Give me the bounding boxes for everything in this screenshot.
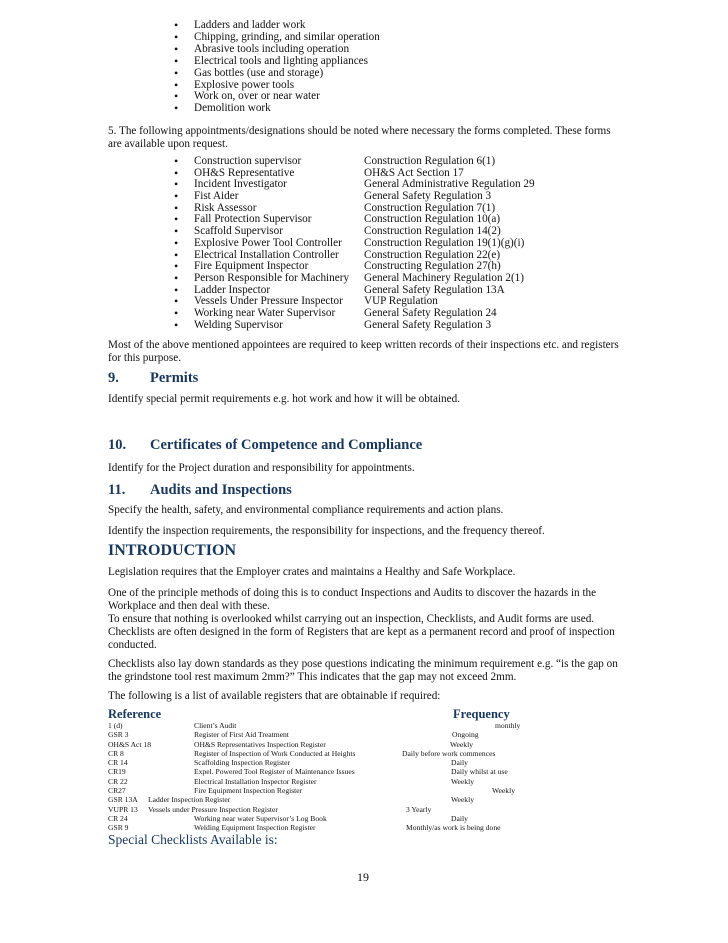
appointment-regulation: General Safety Regulation 24: [364, 306, 497, 319]
register-description: Client’s Audit: [194, 721, 237, 730]
section-number: 9.: [108, 370, 119, 386]
register-ref: VUPR 13: [108, 804, 138, 814]
section-number: 10.: [108, 437, 127, 453]
section-heading-certificates: [108, 437, 422, 454]
appointment-role: Ladder Inspector: [194, 283, 271, 296]
appointment-role: Explosive Power Tool Controller: [194, 236, 342, 249]
register-frequency: 3 Yearly: [406, 804, 432, 814]
appointment-regulation: General Machinery Regulation 2(1): [364, 271, 524, 284]
register-ref: CR 8: [108, 748, 124, 758]
register-description: Ladder Inspection Register: [148, 795, 231, 805]
list-item: • Demolition work: [176, 103, 380, 115]
introduction-heading: INTRODUCTION: [108, 542, 237, 559]
section-title: Certificates of Competence and Compliance: [150, 437, 423, 453]
register-frequency: Weekly: [492, 786, 516, 796]
frequency-column-header: Frequency: [453, 707, 510, 721]
appointment-regulation: General Safety Regulation 3: [364, 190, 492, 203]
appointment-role: Working near Water Supervisor: [194, 306, 336, 319]
register-frequency: Daily whilst at use: [451, 767, 508, 777]
appointment-role: Person Responsible for Machinery: [194, 271, 350, 284]
register-frequency: Weekly: [451, 795, 475, 805]
table-row: [108, 740, 628, 749]
audits-paragraph-1: Specify the health, safety, and environmental compliance requirements and action plans.: [108, 504, 504, 516]
appointment-role: Vessels Under Pressure Inspector: [194, 295, 343, 308]
appointment-role: Fire Equipment Inspector: [194, 260, 309, 273]
appointment-regulation: Constructing Regulation 27(h): [364, 260, 501, 273]
register-ref: OH&S Act 18: [108, 739, 152, 749]
appointment-regulation: Construction Regulation 22(e): [364, 248, 501, 261]
appointment-role: Risk Assessor: [194, 201, 257, 214]
table-row: [108, 795, 628, 804]
register-description: OH&S Representatives Inspection Register: [194, 739, 326, 749]
appointment-role: Scaffold Supervisor: [194, 225, 283, 238]
appointment-regulation: General Safety Regulation 3: [364, 318, 492, 331]
appointment-regulation: Construction Regulation 10(a): [364, 213, 501, 226]
reference-column-header: Reference: [108, 707, 162, 721]
intro-paragraph-3: To ensure that nothing is overlooked whilst carrying out an inspection, Checklists, and Audit forms are used. Checklists are often designed in the form of Registers that are kept as a permanent record and proof of inspection conducted.: [108, 613, 615, 652]
hazard-bullet-list: [176, 20, 380, 115]
table-row: [108, 758, 628, 767]
register-frequency: Weekly: [451, 776, 475, 786]
section-heading-permits: [108, 370, 198, 387]
register-description: Working near water Supervisor’s Log Book: [194, 813, 327, 823]
list-item: • Chipping, grinding, and similar operation: [176, 32, 380, 44]
appointments-intro-paragraph: 5. The following appointments/designations should be noted where necessary the forms completed. These forms are available upon request.: [108, 125, 611, 151]
list-item: • Work on, over or near water: [176, 91, 380, 103]
list-item: • Electrical tools and lighting appliances: [176, 56, 380, 68]
section-number: 11.: [108, 482, 126, 498]
appointment-role: Incident Investigator: [194, 178, 287, 191]
records-paragraph: Most of the above mentioned appointees are required to keep written records of their inspections etc. and registers for this purpose.: [108, 339, 619, 365]
appointment-role: Welding Supervisor: [194, 318, 283, 331]
appointment-regulation: Construction Regulation 14(2): [364, 225, 501, 238]
register-ref: CR 14: [108, 758, 128, 768]
appointment-regulation: OH&S Act Section 17: [364, 166, 464, 179]
register-ref: GSR 9: [108, 823, 129, 833]
register-frequency: Daily: [451, 758, 468, 768]
permits-paragraph: Identify special permit requirements e.g. hot work and how it will be obtained.: [108, 393, 461, 405]
register-description: Expel. Powered Tool Register of Maintenance Issues: [194, 767, 355, 777]
list-item: • Gas bottles (use and storage): [176, 68, 380, 80]
appointment-role: Construction supervisor: [194, 155, 302, 167]
appointment-role: OH&S Representative: [194, 166, 295, 179]
certificates-paragraph: Identify for the Project duration and responsibility for appointments.: [108, 462, 415, 474]
appointment-regulation: General Safety Regulation 13A: [364, 283, 505, 296]
register-frequency: Monthly/as work is being done: [406, 823, 501, 833]
list-item: [176, 318, 492, 332]
register-description: Fire Equipment Inspection Register: [194, 786, 303, 796]
register-ref: CR 24: [108, 813, 128, 823]
appointment-role: Fall Protection Supervisor: [194, 213, 312, 226]
register-ref: CR19: [108, 767, 126, 777]
register-frequency: monthly: [495, 721, 521, 730]
section-heading-audits: [108, 482, 292, 499]
appointment-regulation: Construction Regulation 6(1): [364, 155, 496, 167]
list-item: • Explosive power tools: [176, 80, 380, 92]
table-row: [108, 721, 628, 730]
register-frequency: Daily: [451, 813, 468, 823]
register-description: Vessels under Pressure Inspection Register: [148, 804, 278, 814]
list-item: • Abrasive tools including operation: [176, 44, 380, 56]
register-frequency: Weekly: [450, 739, 474, 749]
appointment-role: Fist Aider: [194, 190, 239, 203]
register-description: Electrical Installation Inspector Register: [194, 776, 317, 786]
register-ref: CR 22: [108, 776, 128, 786]
table-row: [108, 777, 628, 786]
intro-paragraph-1: Legislation requires that the Employer crates and maintains a Healthy and Safe Workplace.: [108, 566, 516, 578]
table-row: [108, 767, 628, 776]
register-description: Scaffolding Inspection Register: [194, 758, 291, 768]
register-ref: CR27: [108, 786, 126, 796]
appointment-regulation: Construction Regulation 7(1): [364, 201, 496, 214]
register-ref: GSR 3: [108, 730, 129, 740]
intro-paragraph-5: The following is a list of available registers that are obtainable if required:: [108, 690, 441, 702]
audits-paragraph-2: Identify the inspection requirements, the responsibility for inspections, and the frequency thereof.: [108, 525, 545, 537]
table-row: [108, 805, 628, 814]
register-description: Welding Equipment Inspection Register: [194, 823, 316, 833]
register-frequency: Daily before work commences: [402, 748, 496, 758]
section-title: Permits: [150, 370, 199, 386]
table-row: [108, 814, 628, 823]
register-description: Register of First Aid Treatment: [194, 730, 289, 740]
table-row: [108, 786, 628, 795]
table-row: [108, 749, 628, 758]
intro-paragraph-4: Checklists also lay down standards as they pose questions indicating the minimum requirement e.g. “is the gap on the grindstone tool rest maximum 2mm?” This indicates that the gap may not exceed 2mm.: [108, 658, 618, 684]
appointment-regulation: General Administrative Regulation 29: [364, 178, 535, 191]
special-checklists-heading: Special Checklists Available is:: [108, 832, 278, 847]
section-title: Audits and Inspections: [150, 482, 292, 498]
table-row: [108, 730, 628, 739]
register-table: [108, 721, 628, 833]
appointment-regulation: Construction Regulation 19(1)(g)(i): [364, 236, 525, 249]
intro-paragraph-2: One of the principle methods of doing this is to conduct Inspections and Audits to discover the hazards in the Workplace and then deal with these.: [108, 587, 597, 613]
page-number: 19: [357, 870, 369, 884]
list-item: • Ladders and ladder work: [176, 20, 380, 32]
register-description: Register of Inspection of Work Conducted at Heights: [194, 748, 356, 758]
register-table-header: [108, 707, 628, 722]
appointments-list: [176, 155, 535, 331]
register-ref: 1 (d): [108, 721, 123, 730]
appointment-role: Electrical Installation Controller: [194, 248, 339, 261]
appointment-regulation: VUP Regulation: [364, 295, 438, 308]
register-ref: GSR 13A: [108, 795, 138, 805]
register-frequency: Ongoing: [452, 730, 479, 740]
